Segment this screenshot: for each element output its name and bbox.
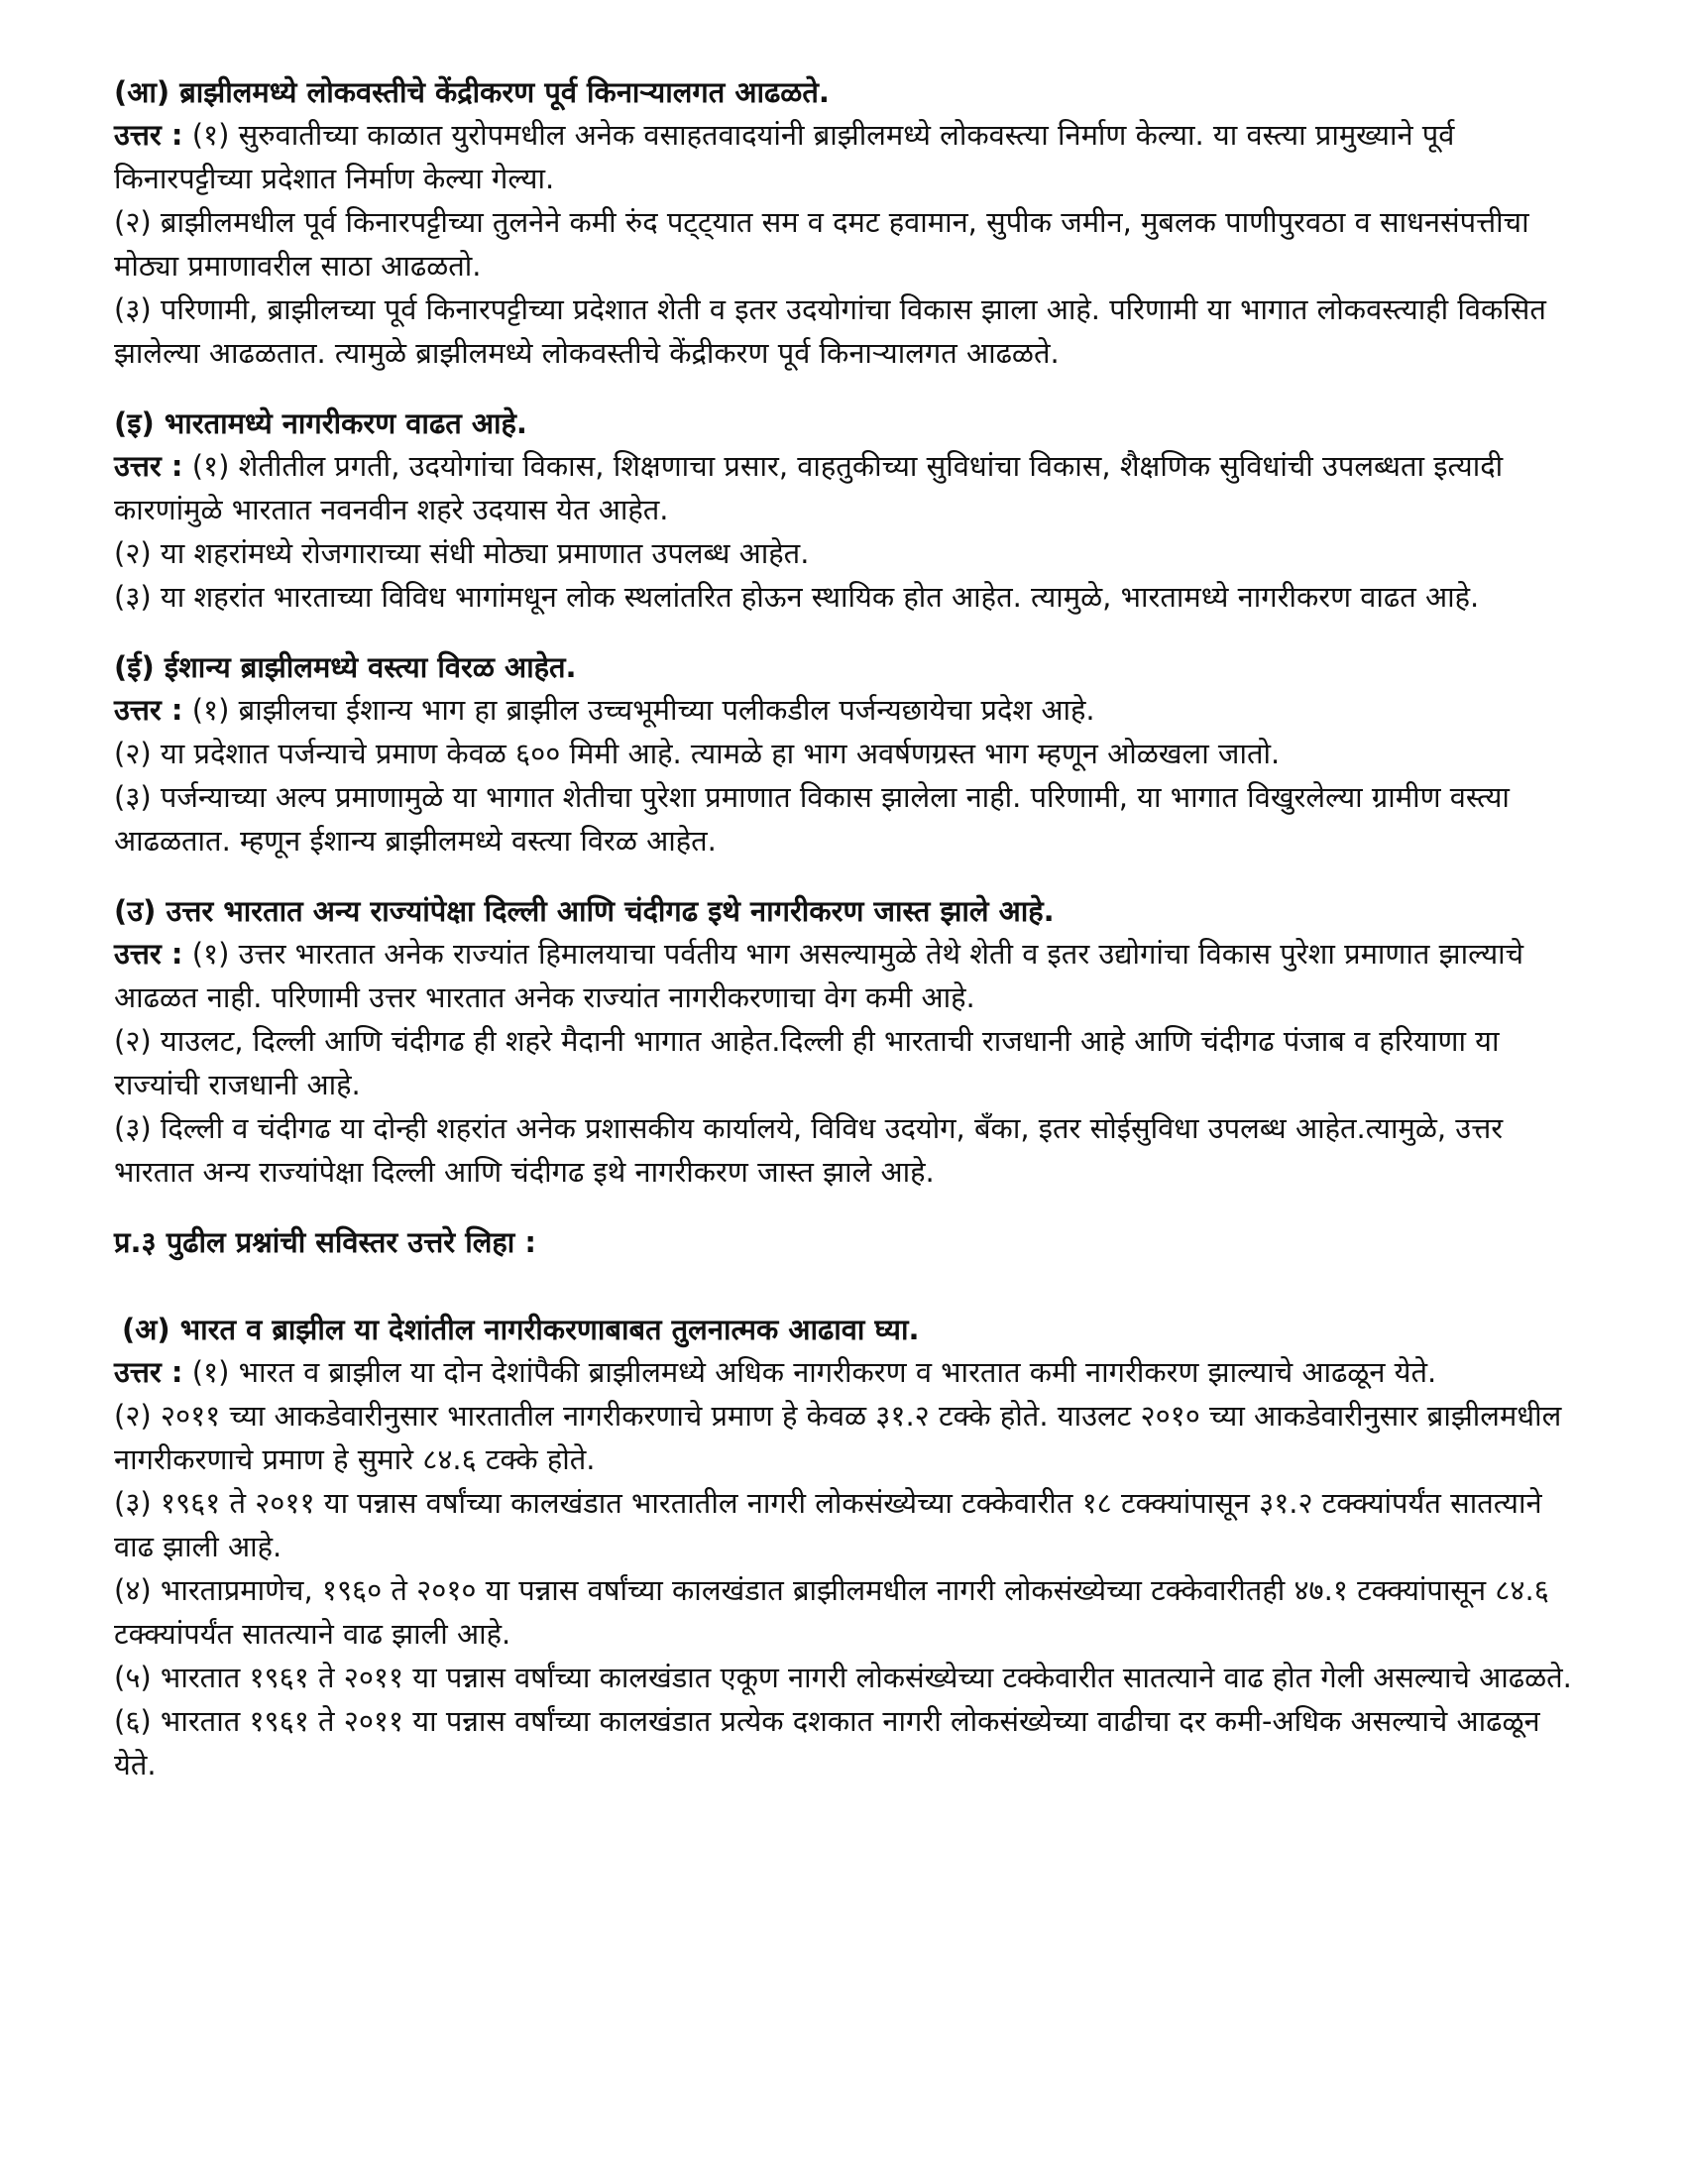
answer-point-text: (१) उत्तर भारतात अनेक राज्यांत हिमालयाचा पर्वतीय भाग असल्यामुळे तेथे शेती व इतर उद्योगांचा विकास पुरेशा प्रमाणात झाल्याचे आढळत नाही. परिणामी उत्तर भारतात अनेक राज्यांत नागरीकरणाचा वेग कमी आहे. <box>114 937 1524 1014</box>
answer-point <box>114 444 1581 531</box>
answer-point <box>114 1350 1581 1394</box>
answer-point <box>114 113 1581 200</box>
answer-point: (६) भारतात १९६१ ते २०११ या पन्नास वर्षांच्या कालखंडात प्रत्येक दशकात नागरी लोकसंख्येच्या वाढीचा दर कमी-अधिक असल्याचे आढळून येते. <box>114 1704 1540 1782</box>
answer-point: (२) २०११ च्या आकडेवारीनुसार भारतातील नागरीकरणाचे प्रमाण हे केवळ ३१.२ टक्के होते. याउलट २०१० च्या आकडेवारीनुसार ब्राझीलमधील नागरीकरणाचे प्रमाण हे सुमारे ८४.६ टक्के होते. <box>114 1399 1562 1476</box>
answer-label: उत्तर : <box>114 937 183 971</box>
answer-point-text: (१) ब्राझीलचा ईशान्य भाग हा ब्राझील उच्चभूमीच्या पलीकडील पर्जन्यछायेचा प्रदेश आहे. <box>191 693 1095 727</box>
answer-point: (३) पर्जन्याच्या अल्प प्रमाणामुळे या भागात शेतीचा पुरेशा प्रमाणात विकास झालेला नाही. परिणामी, या भागात विखुरलेल्या ग्रामीण वस्त्या आढळतात. म्हणून ईशान्य ब्राझीलमध्ये वस्त्या विरळ आहेत. <box>114 780 1510 858</box>
answer-point: (४) भारताप्रमाणेच, १९६० ते २०१० या पन्नास वर्षांच्या कालखंडात ब्राझीलमधील नागरी लोकसंख्येच्या टक्केवारीतही ४७.१ टक्क्यांपासून ८४.६ टक्क्यांपर्यंत सातत्याने वाढ झाली आहे. <box>114 1573 1549 1651</box>
answer-point <box>114 932 1581 1019</box>
question-heading: (ई) ईशान्य ब्राझीलमध्ये वस्त्या विरळ आहेत. <box>114 650 577 684</box>
answer-point: (३) परिणामी, ब्राझीलच्या पूर्व किनारपट्टीच्या प्रदेशात शेती व इतर उदयोगांचा विकास झाला आहे. परिणामी या भागात लोकवस्त्याही विकसित झालेल्या आढळतात. त्यामुळे ब्राझीलमध्ये लोकवस्तीचे केंद्रीकरण पूर्व किनाऱ्यालगत आढळते. <box>114 292 1546 370</box>
section-a <box>114 1309 1581 1786</box>
question-heading: (आ) ब्राझीलमध्ये लोकवस्तीचे केंद्रीकरण पूर्व किनाऱ्यालगत आढळते. <box>114 75 830 109</box>
answer-label: उत्तर : <box>114 1355 183 1389</box>
answer-point: (३) १९६१ ते २०११ या पन्नास वर्षांच्या कालखंडात भारतातील नागरी लोकसंख्येच्या टक्केवारीत १८ टक्क्यांपासून ३१.२ टक्क्यांपर्यंत सातत्याने वाढ झाली आहे. <box>114 1486 1542 1563</box>
main-question-heading: प्र.३ पुढील प्रश्नांची सविस्तर उत्तरे लिहा : <box>114 1225 536 1259</box>
answer-point: (२) ब्राझीलमधील पूर्व किनारपट्टीच्या तुलनेने कमी रुंद पट्ट्यात सम व दमट हवामान, सुपीक जमीन, मुबलक पाणीपुरवठा व साधनसंपत्तीचा मोठ्या प्रमाणावरील साठा आढळतो. <box>114 205 1529 283</box>
section-ii <box>114 646 1581 862</box>
answer-point: (५) भारतात १९६१ ते २०११ या पन्नास वर्षांच्या कालखंडात एकूण नागरी लोकसंख्येच्या टक्केवारीत सातत्याने वाढ होत गेली असल्याचे आढळते. <box>114 1661 1572 1694</box>
answer-point-text: (१) भारत व ब्राझील या दोन देशांपैकी ब्राझीलमध्ये अधिक नागरीकरण व भारतात कमी नागरीकरण झाल्याचे आढळून येते. <box>191 1355 1437 1389</box>
question-heading: (उ) उत्तर भारतात अन्य राज्यांपेक्षा दिल्ली आणि चंदीगढ इथे नागरीकरण जास्त झाले आहे. <box>114 894 1055 928</box>
answer-point <box>114 688 1581 732</box>
document-page <box>114 71 1581 1814</box>
answer-point: (३) या शहरांत भारताच्या विविध भागांमधून लोक स्थलांतरित होऊन स्थायिक होत आहेत. त्यामुळे, भारतामध्ये नागरीकरण वाढत आहे. <box>114 580 1480 614</box>
answer-point: (३) दिल्ली व चंदीगढ या दोन्ही शहरांत अनेक प्रशासकीय कार्यालये, विविध उदयोग, बँका, इतर सोईसुविधा उपलब्ध आहेत.त्यामुळे, उत्तर भारतात अन्य राज्यांपेक्षा दिल्ली आणि चंदीगढ इथे नागरीकरण जास्त झाले आहे. <box>114 1111 1504 1189</box>
answer-point-text: (१) सुरुवातीच्या काळात युरोपमधील अनेक वसाहतवादयांनी ब्राझीलमध्ये लोकवस्त्या निर्माण केल्या. या वस्त्या प्रामुख्याने पूर्व किनारपट्टीच्या प्रदेशात निर्माण केल्या गेल्या. <box>114 118 1455 195</box>
question-heading: (इ) भारतामध्ये नागरीकरण वाढत आहे. <box>114 406 527 440</box>
answer-point: (२) या प्रदेशात पर्जन्याचे प्रमाण केवळ ६०० मिमी आहे. त्यामळे हा भाग अवर्षणग्रस्त भाग म्हणून ओळखला जातो. <box>114 737 1281 770</box>
section-u <box>114 890 1581 1194</box>
answer-point: (२) या शहरांमध्ये रोजगाराच्या संधी मोठ्या प्रमाणात उपलब्ध आहेत. <box>114 536 810 570</box>
section-aa <box>114 71 1581 375</box>
section-i <box>114 402 1581 619</box>
answer-point-text: (१) शेतीतील प्रगती, उदयोगांचा विकास, शिक्षणाचा प्रसार, वाहतुकीच्या सुविधांचा विकास, शैक्षणिक सुविधांची उपलब्धता इत्यादी कारणांमुळे भारतात नवनवीन शहरे उदयास येत आहेत. <box>114 449 1504 526</box>
answer-label: उत्तर : <box>114 449 183 483</box>
answer-label: उत्तर : <box>114 118 183 152</box>
answer-point: (२) याउलट, दिल्ली आणि चंदीगढ ही शहरे मैदानी भागात आहेत.दिल्ली ही भारताची राजधानी आहे आणि चंदीगढ पंजाब व हरियाणा या राज्यांची राजधानी आहे. <box>114 1024 1500 1101</box>
question-heading: (अ) भारत व ब्राझील या देशांतील नागरीकरणाबाबत तुलनात्मक आढावा घ्या. <box>122 1313 920 1346</box>
answer-label: उत्तर : <box>114 693 183 727</box>
